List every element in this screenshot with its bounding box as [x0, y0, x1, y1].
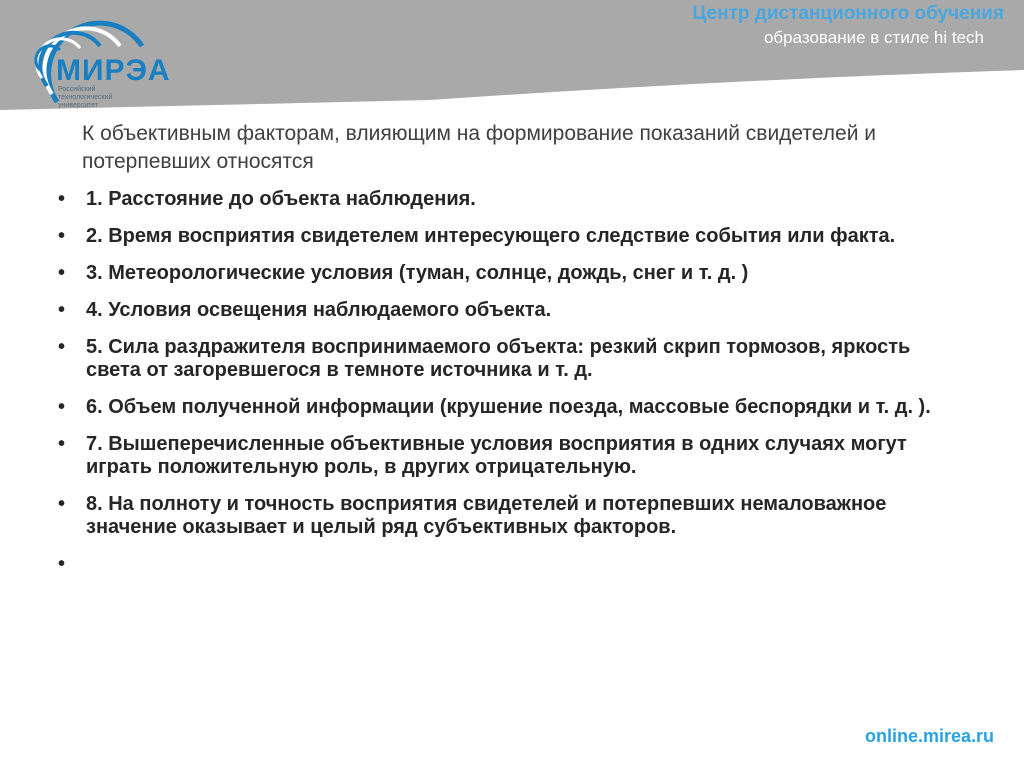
bullet-icon: •: [58, 396, 66, 418]
mirea-logo: [2, 6, 172, 109]
bullet-text: 7. Вышеперечисленные объективные условия восприятия в одних случаях могут играть положительную роль, в других отрицательную.: [86, 433, 907, 478]
bullet-icon: •: [58, 336, 66, 358]
bullet-icon: •: [58, 299, 66, 321]
bullet-icon: •: [58, 553, 66, 575]
bullet-text: 6. Объем полученной информации (крушение поезда, массовые беспорядки и т. д. ).: [86, 396, 931, 418]
bullet-text: 1. Расстояние до объекта наблюдения.: [86, 188, 476, 210]
bullet-item: [58, 336, 958, 382]
bullet-item: [58, 493, 958, 539]
bullet-item: [58, 396, 958, 419]
bullet-icon: •: [58, 433, 66, 455]
logo-subtitle: Российский технологический университет: [58, 86, 113, 109]
bullet-item: [58, 262, 958, 285]
footer-url: online.mirea.ru: [864, 726, 994, 746]
bullet-text: 2. Время восприятия свидетелем интересующего следствие события или факта.: [86, 225, 896, 247]
bullet-item: [58, 433, 958, 479]
bullet-icon: •: [58, 262, 66, 284]
bullet-item: [58, 225, 958, 248]
bullet-text: 5. Сила раздражителя воспринимаемого объекта: резкий скрип тормозов, яркость света от загоревшегося в темноте источника и т. д.: [86, 336, 911, 381]
bullet-item: [58, 299, 958, 322]
slide-heading: К объективным факторам, влияющим на формирование показаний свидетелей и потерпевших относятся: [82, 122, 877, 173]
bullet-text: 8. На полноту и точность восприятия свидетелей и потерпевших немаловажное значение оказывает и целый ряд субъективных факторов.: [86, 493, 887, 538]
bullet-icon: •: [58, 188, 66, 210]
center-tagline: образование в стиле hi tech: [763, 28, 984, 47]
center-title: Центр дистанционного обучения: [692, 3, 1004, 24]
bullet-item: [58, 188, 958, 211]
bullet-icon: •: [58, 225, 66, 247]
bullet-list: [58, 188, 958, 575]
bullet-icon: •: [58, 493, 66, 515]
bullet-text: 4. Условия освещения наблюдаемого объекта.: [86, 299, 552, 321]
bullet-text: 3. Метеорологические условия (туман, солнце, дождь, снег и т. д. ): [86, 262, 749, 284]
logo-wordmark: МИРЭА: [56, 54, 171, 87]
